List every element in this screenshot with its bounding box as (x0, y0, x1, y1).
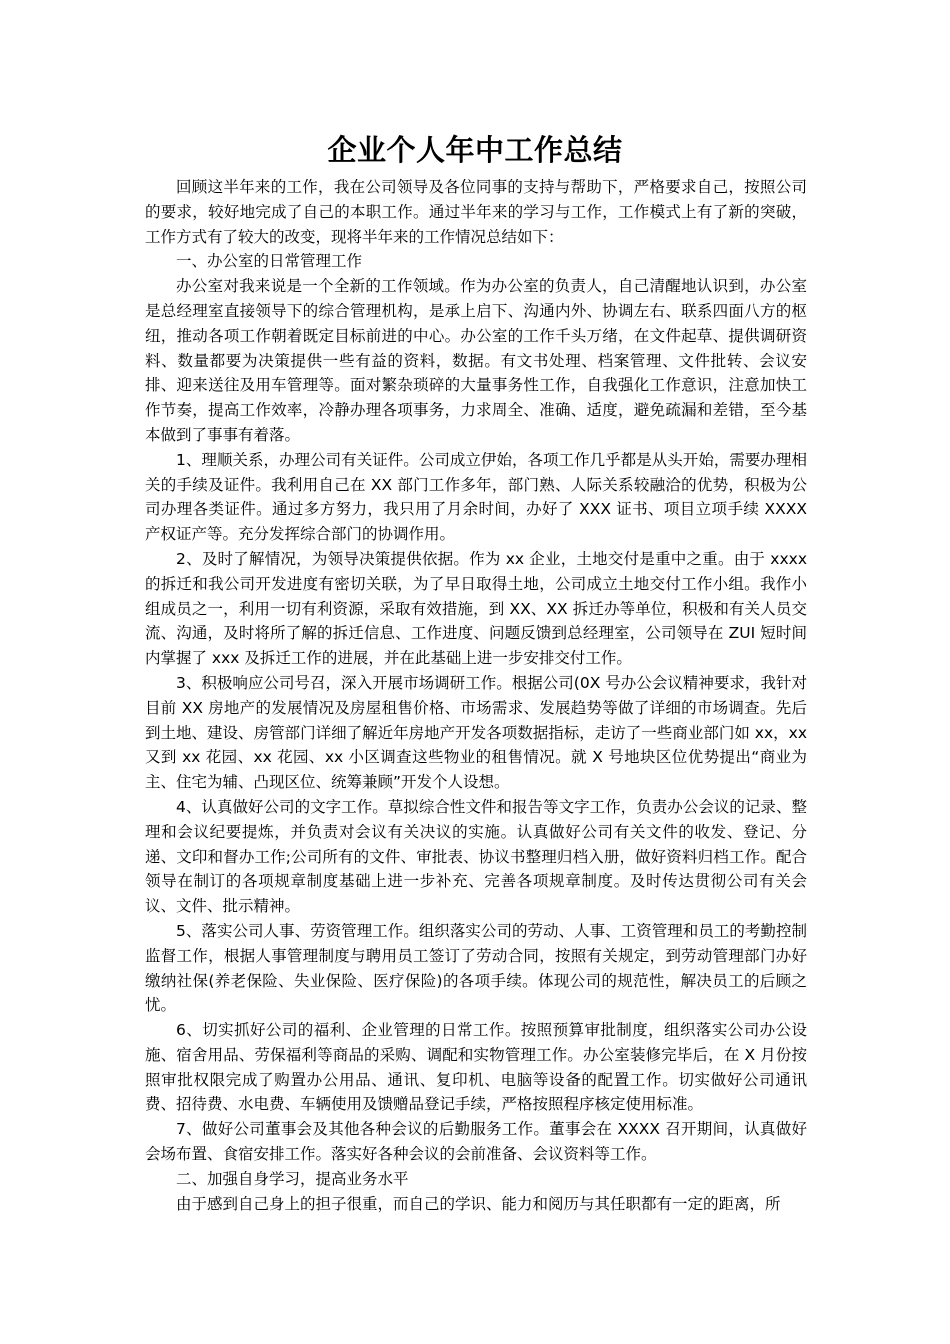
paragraph-self-study: 由于感到自己身上的担子很重，而自己的学识、能力和阅历与其任职都有一定的距离，所 (176, 1194, 781, 1213)
section-heading-2: 二、加强自身学习，提高业务水平 (176, 1169, 409, 1188)
paragraph-item-6: 6、切实抓好公司的福利、企业管理的日常工作。按照预算审批制度，组织落实公司办公设施、宿舍用品、劳保福利等商品的采购、调配和实物管理工作。办公室装修完毕后，在 X 月份按照审批权限完成了购置办公用品、通讯、复印机、电脑等设备的配置工作。切实做好公司通讯费、招待费、水电费、车辆使用及馈赠品登记手续，严格按照程序核定使用标准。 (145, 1021, 807, 1114)
paragraph-office-overview: 办公室对我来说是一个全新的工作领域。作为办公室的负责人，自己清醒地认识到，办公室是总经理室直接领导下的综合管理机构，是承上启下、沟通内外、协调左右、联系四面八方的枢纽，推动各项工作朝着既定目标前进的中心。办公室的工作千头万绪，在文件起草、提供调研资料、数量都要为决策提供一些有益的资料，数据。有文书处理、档案管理、文件批转、会议安排、迎来送往及用车管理等。面对繁杂琐碎的大量事务性工作，自我强化工作意识，注意加快工作节奏，提高工作效率，冷静办理各项事务，力求周全、准确、适度，避免疏漏和差错，至今基本做到了事事有着落。 (145, 277, 807, 444)
paragraph-item-5: 5、落实公司人事、劳资管理工作。组织落实公司的劳动、人事、工资管理和员工的考勤控制监督工作，根据人事管理制度与聘用员工签订了劳动合同，按照有关规定，到劳动管理部门办好缴纳社保(养老保险、失业保险、医疗保险)的各项手续。体现公司的规范性，解决员工的后顾之忧。 (145, 921, 807, 1015)
paragraph-item-3: 3、积极响应公司号召，深入开展市场调研工作。根据公司(0X 号办公会议精神要求，我针对目前 XX 房地产的发展情况及房屋租售价格、市场需求、发展趋势等做了详细的市场调查。先后到土地、建设、房管部门详细了解近年房地产开发各项数据指标，走访了一些商业部门如 xx，xx 又到 xx 花园、xx 花园、xx 小区调查这些物业的租售情况。就 X 号地块区位优势提出“商业为主、住宅为辅、凸现区位、统筹兼顾”开发个人设想。 (145, 673, 807, 792)
document-title: 企业个人年中工作总结 (327, 133, 623, 167)
paragraph-intro: 回顾这半年来的工作，我在公司领导及各位同事的支持与帮助下，严格要求自己，按照公司的要求，较好地完成了自己的本职工作。通过半年来的学习与工作，工作模式上有了新的突破，工作方式有了较大的改变，现将半年来的工作情况总结如下： (145, 178, 807, 246)
section-heading-1: 一、办公室的日常管理工作 (176, 252, 363, 271)
document-body (145, 175, 807, 1216)
paragraph-item-7: 7、做好公司董事会及其他各种会议的后勤服务工作。董事会在 XXXX 召开期间，认真做好会场布置、食宿安排工作。落实好各种会议的会前准备、会议资料等工作。 (145, 1120, 807, 1164)
paragraph-item-1: 1、理顺关系，办理公司有关证件。公司成立伊始，各项工作几乎都是从头开始，需要办理相关的手续及证件。我利用自己在 XX 部门工作多年，部门熟、人际关系较融洽的优势，积极为公司办理各类证件。通过多方努力，我只用了月余时间，办好了 XXX 证书、项目立项手续 XXXX 产权证产等。充分发挥综合部门的协调作用。 (145, 450, 807, 544)
paragraph-item-2: 2、及时了解情况，为领导决策提供依据。作为 xx 企业，土地交付是重中之重。由于 xxxx 的拆迁和我公司开发进度有密切关联，为了早日取得土地，公司成立土地交付工作小组。我作小组成员之一，利用一切有利资源，采取有效措施，到 XX、XX 拆迁办等单位，积极和有关人员交流、沟通，及时将所了解的拆迁信息、工作进度、问题反馈到总经理室，公司领导在 ZUI 短时间内掌握了 xxx 及拆迁工作的进展，并在此基础上进一步安排交付工作。 (145, 549, 807, 668)
paragraph-item-4: 4、认真做好公司的文字工作。草拟综合性文件和报告等文字工作，负责办公会议的记录、整理和会议纪要提炼，并负责对会议有关决议的实施。认真做好公司有关文件的收发、登记、分递、文印和督办工作;公司所有的文件、审批表、协议书整理归档入册，做好资料归档工作。配合领导在制订的各项规章制度基础上进一步补充、完善各项规章制度。及时传达贯彻公司有关会议、文件、批示精神。 (145, 797, 807, 916)
